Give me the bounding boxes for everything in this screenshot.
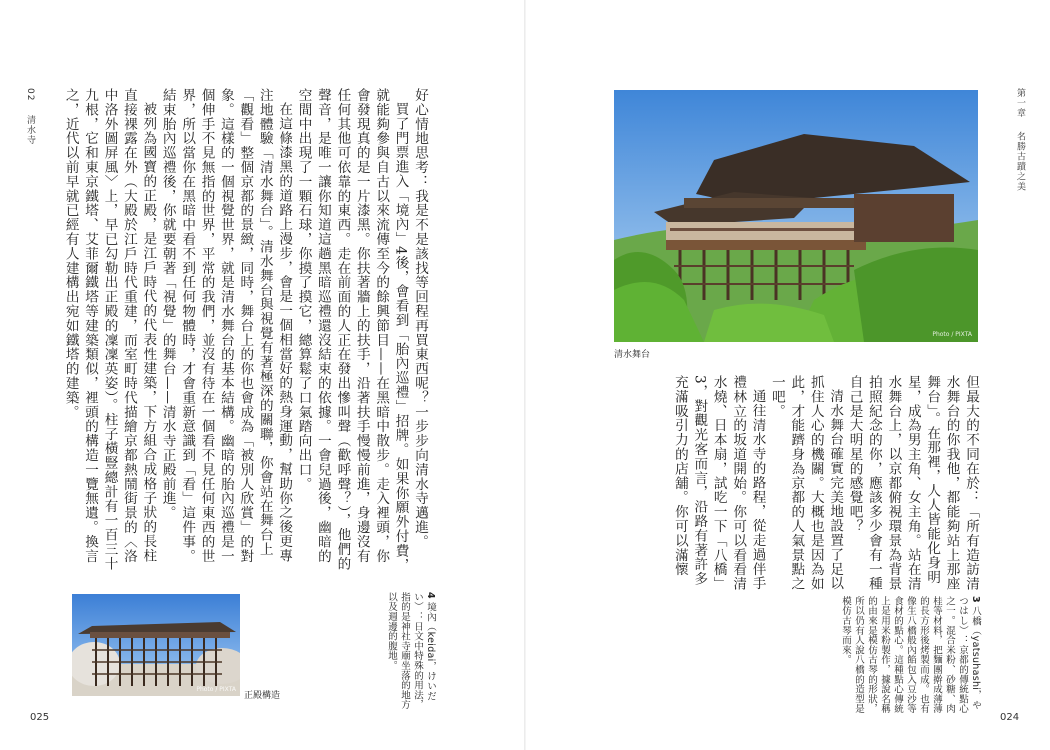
paragraph: 被列為國寶的正殿，是江戶時代的代表性建築，下方組合成格子狀的長柱直接裸露在外（大殿於江戶時代重建，而室町時代描繪京都熱鬧街景的〈洛中洛外圖屏風〉上，早已勾勒出正殿的凜凜英姿）。柱子橫豎總計有一百三十九根，它和東京鐵塔、艾菲爾鐵塔等建築類似，裡頭的構造一覽無遺。換言之，近代以前早就已經有人建構出宛如鐵塔的建築。 xyxy=(62,88,157,571)
photo-caption: 清水舞台 xyxy=(614,350,651,360)
page-number: 025 xyxy=(30,712,50,723)
paragraph: 在這條漆黑的道路上漫步，會是一個相當好的熱身運動，幫助你之後更專注地體驗「清水舞台」。清水舞台與視覺有著極深的關聯，你會站在舞台上「觀看」整個京都的景緻，同時，舞台上的你也會成為「被別人欣賞」的對象。這樣的一個視覺世界，就是清水舞台的基本結構。幽暗的胎內巡禮是一個伸手不見無指的世界，平常的我們，並沒有待在一個看不見任何東西的世界，所以當你在黑暗中看不到任何物體時，才會重新意識到「看」這件事。結束胎內巡禮後，你就要朝著「視覺」的舞台——清水寺正殿前進。 xyxy=(159,88,293,564)
kiyomizu-stage-photo xyxy=(614,90,978,342)
running-head-number: 02 xyxy=(25,88,35,102)
running-head-title: 清水寺 xyxy=(25,115,35,146)
left-body-text xyxy=(62,88,429,576)
paragraph: 但最大的不同在於：「所有造訪清水舞台的你我他，都能夠站上那座舞台」。在那裡，人人皆能化身明星，成為男主角、女主角。站在清水舞台上，以京都俯視環景為背景拍照紀念的你，應該多少會有一種自己是大明星的感覺吧？ xyxy=(846,375,979,591)
running-head-chapter: 第一章 xyxy=(1015,88,1025,118)
footnote-number: 3 xyxy=(970,596,981,603)
photo-credit: Photo / PIXTA xyxy=(932,331,972,338)
paragraph: 好心情地思考：我是不是該找等回程再買東西呢？一步步向清水寺邁進。 xyxy=(412,88,428,549)
footnote-4 xyxy=(355,592,437,712)
paragraph: 通往清水寺的路程，從走過伴手禮林立的坂道開始。你可以看看清水燒、日本扇，試吃一下「八橋」3，對觀光客而言，沿路有著許多充滿吸引力的店舖。你可以滿懷 xyxy=(671,375,766,591)
footnote-text: 境內（keidai，けいだい）：日文中特殊的用法，指的是神社寺廟坐落的地方以及週邊的腹地。 xyxy=(386,592,436,710)
running-head-title: 名勝古蹟之美 xyxy=(1015,131,1025,192)
right-body-text xyxy=(598,375,980,597)
paragraph: 買了門票進入「境內」4後，會看到「胎內巡禮」招牌。如果你願外付費，就能夠參與自古以來流傳至今的餘興節目——在黑暗中散步。走入裡頭，你會發現真的是一片漆黑。你扶著牆上的扶手，沿著扶手慢慢前進，身邊沒有任何其他可依靠的東西。走在前面的人正在發出慘叫聲（歡呼聲？），他們的聲音，是唯一讓你知道這趟黑暗巡禮還沒結束的依據。一會兒過後，幽暗的空間中出現了一顆石球，你摸了摸它，總算鬆了口氣踏向出口。 xyxy=(295,88,409,572)
footnote-text: 八橋（yatsuhashi，やつはし）：京都的傳統點心之一。混合米粉、砂糖、肉桂等材料，把麵團擀成薄薄的長方形後烤製而成。也有像生八橋般內餡包入豆沙等食材的點心。這種點心傳統上是用米粉製作，據說名稱的由來是模仿古琴的形狀，所以仍有人說八橋的造型是模仿古琴而來。 xyxy=(840,596,981,714)
footnote-number: 4 xyxy=(425,592,436,599)
photo-credit: Photo / PIXTA xyxy=(196,686,236,693)
paragraph: 清水舞台確實完美地設置了足以抓住人心的機關。大概也是因為如此，才能躋身為京都的人氣景點之一吧。 xyxy=(768,375,844,591)
photo-caption: 正殿構造 xyxy=(244,691,281,701)
footnote-3 xyxy=(796,596,982,716)
main-hall-structure-photo xyxy=(72,594,240,696)
page-number: 024 xyxy=(1000,712,1020,723)
book-gutter xyxy=(524,0,526,750)
left-running-head xyxy=(24,88,37,145)
right-running-head xyxy=(1014,88,1027,192)
